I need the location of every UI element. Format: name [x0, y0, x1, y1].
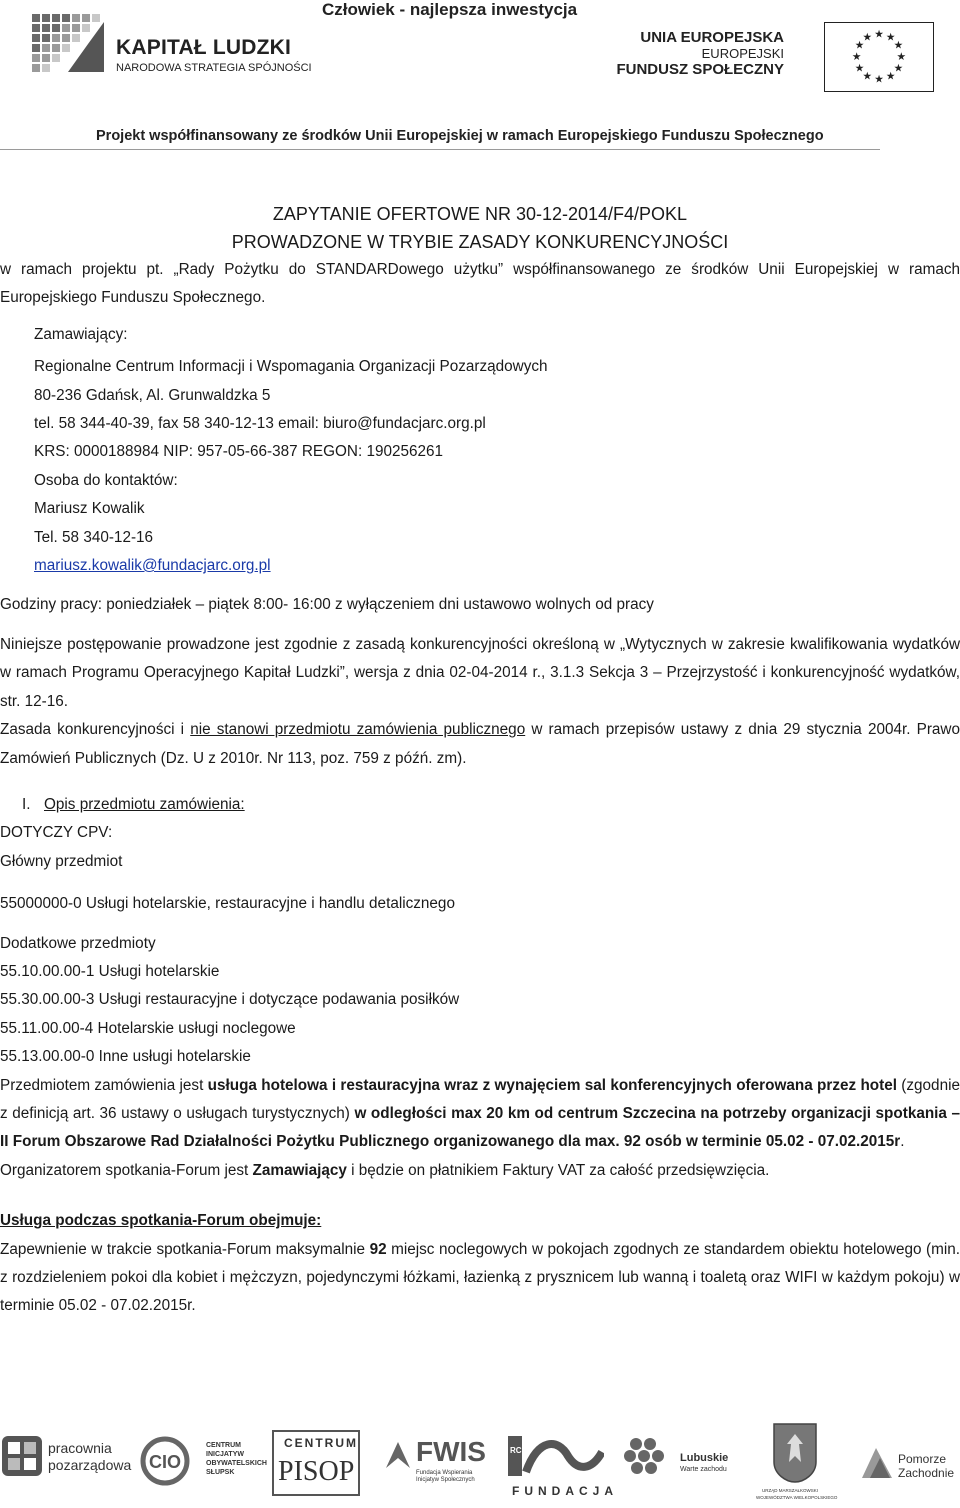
organizer-bold: Zamawiający [252, 1161, 347, 1179]
document-title-line-1: ZAPYTANIE OFERTOWE NR 30-12-2014/F4/POKL [272, 204, 688, 224]
intro-paragraph: w ramach projektu pt. „Rady Pożytku do STANDARDowego użytku” współfinansowanego ze środków Unii Europejskiej w ramach Europejskiego Funduszu Społecznego. [0, 261, 960, 307]
logo4-line3: Inicjatyw Społecznych [416, 1477, 475, 1483]
svg-text:CIO: CIO [148, 1452, 182, 1472]
logo7-line2: WOJEWÓDZTWA WIELKOPOLSKIEGO [756, 1495, 838, 1500]
eagle-crest-icon [772, 1422, 818, 1484]
additional-cpv-list [0, 958, 960, 1072]
main-subject-label: Główny przedmiot [0, 852, 123, 870]
organizer-paragraph [0, 1157, 960, 1185]
cio-slupsk-logo [140, 1436, 267, 1492]
organization-name: Regionalne Centrum Informacji i Wspomagania Organizacji Pozarządowych [34, 358, 548, 376]
page-header [0, 0, 960, 160]
main-cpv-code: 55000000-0 Usługi hotelarskie, restauracyjne i handlu detalicznego [0, 895, 455, 913]
svg-text:★: ★ [893, 38, 904, 52]
eu-logo [616, 22, 934, 92]
contact-person-label: Osoba do kontaktów: [34, 471, 178, 489]
logo2-line2: INICJATYW [206, 1451, 244, 1458]
svg-text:★: ★ [874, 72, 884, 86]
organizer-text-1: Organizatorem spotkania-Forum jest [0, 1161, 253, 1179]
svg-text:★: ★ [893, 61, 904, 75]
fwis-wing-icon [384, 1440, 412, 1470]
fundacja-rc-logo [508, 1432, 618, 1502]
document-title-line-2: PROWADZONE W TRYBIE ZASADY KONKURENCYJNOŚCI [231, 232, 729, 252]
svg-text:★: ★ [854, 61, 865, 75]
svg-text:★: ★ [862, 30, 873, 44]
organization-phone: tel. 58 344-40-39, fax 58 340-12-13 email: biuro@fundacjarc.org.pl [34, 415, 486, 433]
subject-text-3: . [900, 1133, 905, 1151]
svg-text:★: ★ [854, 38, 865, 52]
fwis-logo [384, 1432, 494, 1492]
service-text-2: miejsc noclegowych w pokojach zgodnych ze standardem obiektu hotelowego (min. z rozdzieleniem pokoi dla kobiet i mężczyzn, pojedynczymi łóżkami, łazienką z prysznicem lub wanną i toaletą oraz WIFI w każdym pokoju) w terminie 05.02 - 07.02.2015r. [0, 1240, 960, 1315]
competitiveness-paragraph [0, 716, 960, 773]
logo6-line2: Warte zachodu [680, 1466, 727, 1473]
contact-person-email-link[interactable]: mariusz.kowalik@fundacjarc.org.pl [34, 557, 271, 575]
eu-line-2: EUROPEJSKI [701, 46, 784, 61]
document-body [0, 200, 960, 1321]
service-paragraph [0, 1236, 960, 1321]
lubuskie-logo [622, 1434, 732, 1490]
logo1-line1: pracownia [48, 1440, 112, 1456]
lubuskie-grapes-icon [622, 1434, 670, 1480]
pracownia-pozarzadowa-icon [0, 1434, 44, 1478]
contact-person-name: Mariusz Kowalik [34, 500, 145, 518]
header-slogan: Człowiek - najlepsza inwestycja [322, 0, 578, 19]
logo1-line2: pozarządowa [48, 1457, 132, 1473]
eu-text [616, 30, 784, 78]
logo4-line1: FWIS [416, 1436, 486, 1467]
organizer-text-2: i będzie on płatnikiem Faktury VAT za całość przedsięwzięcia. [346, 1161, 770, 1179]
competitiveness-text-1: Zasada konkurencyjności i [0, 721, 191, 739]
kapital-ludzki-mark-icon [28, 10, 110, 80]
subject-bold-2: w odległości max 20 km od centrum Szczecina na potrzeby organizacji spotkania – II Forum Obszarowe Rad Działalności Pożytku Publicznego organizowanego dla max. 92 osób w terminie 05.02 - 07.02.2015r [0, 1104, 960, 1151]
legal-basis-paragraph: Niniejsze postępowanie prowadzone jest zgodnie z zasadą konkurencyjności określoną w „Wytycznych w zakresie kwalifikowania wydatków w ramach Programu Operacyjnego Kapitał Ludzki”, wersja z dnia 02-04-2014 r., 3.1.3 Sekcja 3 – Przejrzystość i konkurencyjność wydatków, str. 12-16. [0, 635, 960, 710]
fundacja-rc-wave-icon [508, 1432, 604, 1480]
competitiveness-text-2: w ramach przepisów ustawy z dnia 29 stycznia 2004r. Prawo Zamówień Publicznych (Dz. U z 2010r. Nr 113, poz. 759 z późń. zm). [0, 721, 960, 767]
header-divider [0, 149, 880, 150]
svg-text:★: ★ [874, 27, 884, 41]
pomorze-zachodnie-icon [858, 1444, 896, 1482]
competitiveness-underlined: nie stanowi przedmiotu zamówienia publicznego [190, 721, 526, 739]
pracownia-pozarzadowa-logo [0, 1430, 130, 1490]
additional-subjects-label: Dodatkowe przedmioty [0, 934, 156, 952]
section-heading [0, 791, 960, 819]
logo4-line2: Fundacja Wspierania [416, 1470, 473, 1476]
logo3-line1: CENTRUM [284, 1436, 358, 1450]
svg-text:★: ★ [851, 49, 862, 63]
svg-text:★: ★ [885, 30, 896, 44]
logo5-line2: FUNDACJA [512, 1484, 618, 1498]
logo5-line1: RC [510, 1446, 522, 1455]
logo2-line1: CENTRUM [206, 1442, 241, 1449]
organization-ids: KRS: 0000188984 NIP: 957-05-66-387 REGON: 190256261 [34, 443, 444, 461]
eu-line-1: UNIA EUROPEJSKA [640, 29, 784, 46]
list-item: 55.11.00.00-4 Hotelarskie usługi noclegowe [0, 1019, 296, 1037]
kapital-ludzki-subtitle: NARODOWA STRATEGIA SPÓJNOŚCI [116, 62, 312, 74]
svg-text:★: ★ [862, 69, 873, 83]
logo2-line4: SŁUPSK [206, 1469, 235, 1476]
contact-person-phone: Tel. 58 340-12-16 [34, 528, 154, 546]
subject-text-2: (zgodnie z definicją art. 36 ustawy o usługach turystycznych) [0, 1076, 960, 1122]
service-heading-text: Usługa podczas spotkania-Forum obejmuje: [0, 1212, 322, 1230]
svg-text:★: ★ [885, 69, 896, 83]
logo2-line3: OBYWATELSKICH [206, 1460, 267, 1467]
subject-bold-1: usługa hotelowa i restauracyjna wraz z wynajęciem sal konferencyjnych oferowana przez hotel [207, 1076, 897, 1094]
logo6-line1: Lubuskie [680, 1452, 729, 1464]
section-title: Opis przedmiotu zamówienia: [44, 795, 245, 813]
service-heading [0, 1207, 960, 1235]
service-bold: 92 [369, 1240, 387, 1258]
list-item: 55.10.00.00-1 Usługi hotelarskie [0, 962, 220, 980]
pomorze-zachodnie-logo [858, 1434, 958, 1490]
section-number: I. [22, 795, 31, 813]
service-text-1: Zapewnienie w trakcie spotkania-Forum maksymalnie [0, 1240, 370, 1258]
svg-text:★: ★ [896, 49, 907, 63]
kapital-ludzki-logo [28, 10, 323, 82]
contracting-authority-label: Zamawiający: [34, 325, 128, 343]
partner-logos-footer [0, 1422, 960, 1508]
subject-text-1: Przedmiotem zamówienia jest [0, 1076, 208, 1094]
logo3-line2: PISOP [278, 1456, 355, 1487]
contact-block [0, 321, 960, 581]
logo7-line1: URZĄD MARSZAŁKOWSKI [762, 1488, 819, 1493]
eu-line-3: FUNDUSZ SPOŁECZNY [616, 61, 784, 78]
centrum-pisop-logo [272, 1430, 362, 1500]
project-cofinancing-line: Projekt współfinansowany ze środków Unii Europejskiej w ramach Europejskiego Funduszu Społecznego [96, 128, 824, 144]
logo8-line2: Zachodnie [898, 1466, 955, 1480]
organization-address: 80-236 Gdańsk, Al. Grunwaldzka 5 [34, 386, 271, 404]
cio-logo-icon [140, 1436, 196, 1486]
list-item: 55.30.00.00-3 Usługi restauracyjne i dotyczące podawania posiłków [0, 991, 460, 1009]
working-hours: Godziny pracy: poniedziałek – piątek 8:00- 16:00 z wyłączeniem dni ustawowo wolnych od pracy [0, 596, 654, 614]
eu-flag-icon [824, 22, 934, 92]
list-item: 55.13.00.00-0 Inne usługi hotelarskie [0, 1048, 251, 1066]
kapital-ludzki-title: KAPITAŁ LUDZKI [116, 36, 292, 59]
wielkopolska-logo [756, 1422, 836, 1508]
cpv-label: DOTYCZY CPV: [0, 824, 113, 842]
subject-paragraph [0, 1072, 960, 1157]
logo8-line1: Pomorze [898, 1452, 947, 1466]
